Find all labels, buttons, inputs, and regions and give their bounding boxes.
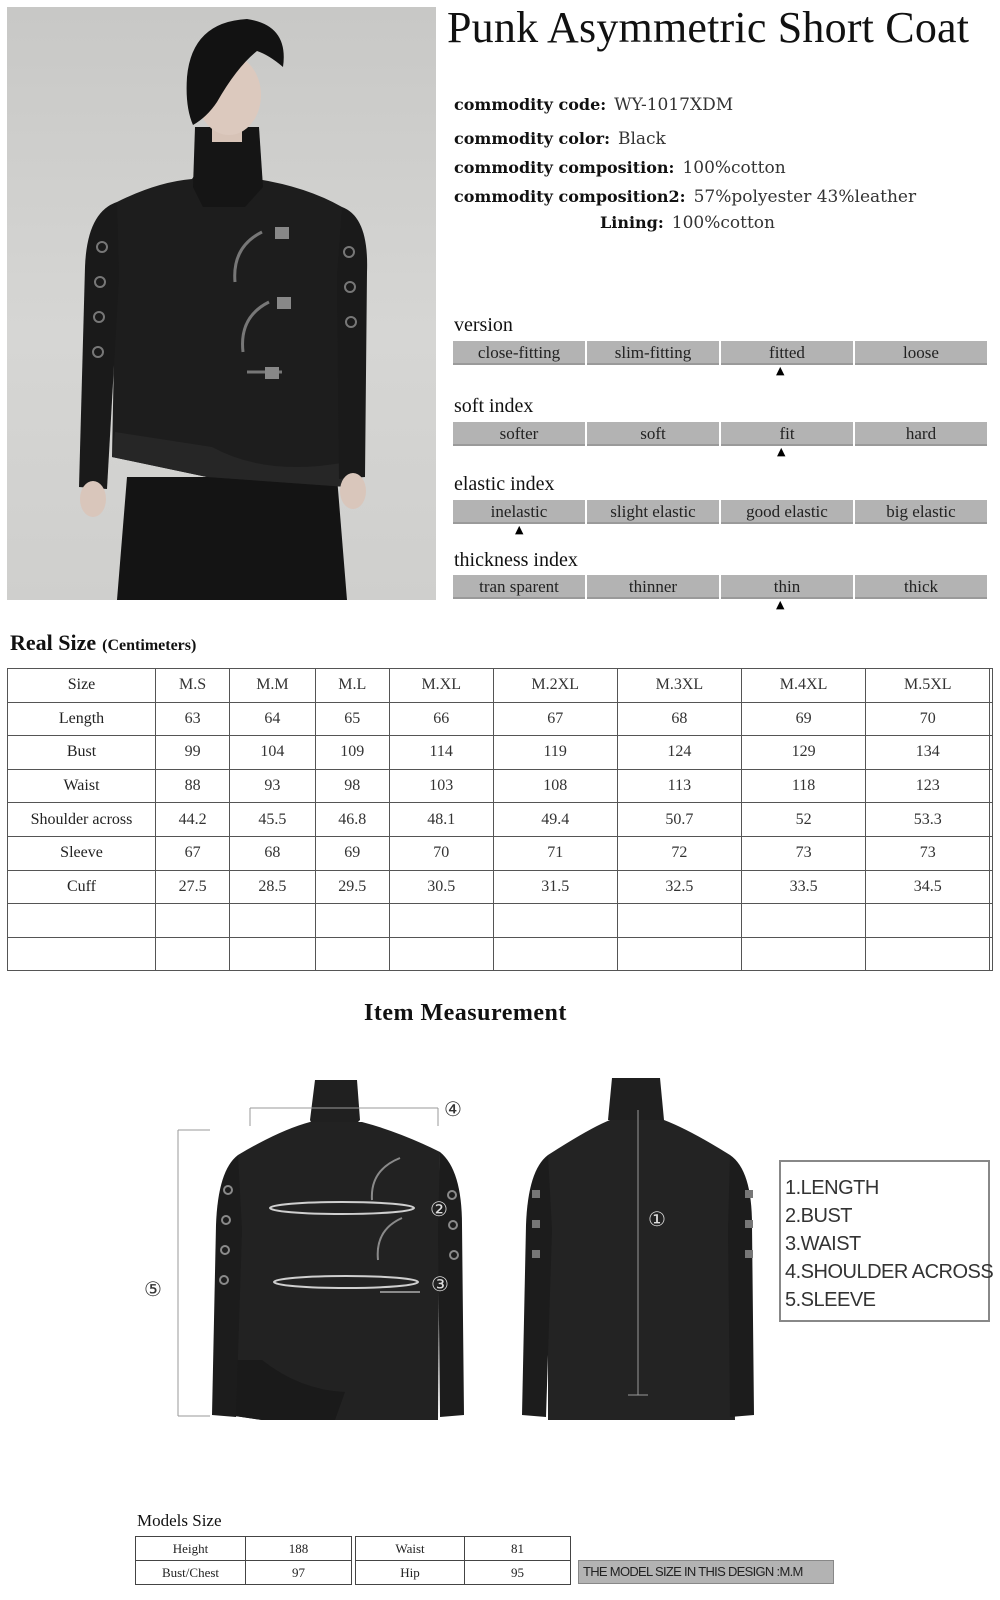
spec-commodity-composition2 [454,187,916,207]
real-size-heading [10,630,196,656]
elastic-index-scale [453,500,987,524]
table-cell: Bust/Chest [136,1561,246,1585]
legend-item: 1.LENGTH [785,1177,879,1199]
table-cell [230,904,316,938]
version-option: close-fitting [453,341,585,365]
table-row [136,1561,352,1585]
table-row [8,702,993,736]
size-table [7,668,993,971]
table-cell: 34.5 [866,870,990,904]
table-cell [315,904,389,938]
table-cell: 48.1 [389,803,493,837]
table-row [356,1537,571,1561]
table-cell: 70 [389,836,493,870]
measurement-legend [779,1160,994,1322]
table-cell [315,937,389,971]
soft-index-option: fit [721,422,853,446]
legend-item: 2.BUST [785,1205,853,1227]
table-cell [493,904,617,938]
models-size-title: Models Size [137,1511,222,1530]
table-cell: 68 [617,702,741,736]
table-cell: 70 [866,702,990,736]
table-cell [990,669,993,703]
spec-key: commodity code: [454,95,607,114]
table-cell: M.L [315,669,389,703]
table-cell [156,904,230,938]
table-row [8,803,993,837]
table-row [8,836,993,870]
model-wearing-coat-illustration [7,7,436,600]
version-scale [453,341,987,365]
table-cell [493,937,617,971]
table-cell: 129 [741,736,865,770]
table-cell: 30.5 [389,870,493,904]
version-selected-marker: ▲ [776,364,785,377]
table-cell [990,769,993,803]
legend-item: 3.WAIST [785,1233,861,1255]
spec-value: 100%cotton [671,213,775,233]
table-cell: M.5XL [866,669,990,703]
table-cell [617,937,741,971]
table-cell: 109 [315,736,389,770]
marker-shoulder-across: ④ [444,1097,462,1121]
table-cell [990,736,993,770]
table-cell: 45.5 [230,803,316,837]
table-cell [990,836,993,870]
table-cell [990,803,993,837]
version-option: fitted [721,341,853,365]
table-cell: 95 [465,1561,571,1585]
table-cell: Cuff [8,870,156,904]
table-cell: 66 [389,702,493,736]
table-cell: Height [136,1537,246,1561]
product-photo [7,7,436,600]
spec-key: Lining: [600,213,664,232]
table-cell: 68 [230,836,316,870]
table-cell: 44.2 [156,803,230,837]
table-cell [389,904,493,938]
table-cell: 52 [741,803,865,837]
table-cell: 118 [741,769,865,803]
table-cell: 103 [389,769,493,803]
item-measurement-title: Item Measurement [364,1000,567,1026]
elastic-index-option: inelastic [453,500,585,524]
soft-index-option: soft [587,422,719,446]
table-cell [866,937,990,971]
table-row [8,870,993,904]
table-cell: 67 [493,702,617,736]
spec-key: commodity composition2: [454,187,686,206]
soft-index-option: softer [453,422,585,446]
real-size-title: Real Size [10,630,97,655]
thickness-index-option: thin [721,575,853,599]
model-size-note: THE MODEL SIZE IN THIS DESIGN :M.M [578,1560,834,1584]
table-cell: 99 [156,736,230,770]
thickness-index-option: thinner [587,575,719,599]
table-cell: 73 [741,836,865,870]
thickness-index-selected-marker: ▲ [776,598,785,611]
thickness-index-option: thick [855,575,987,599]
table-cell: 29.5 [315,870,389,904]
table-cell [990,702,993,736]
soft-index-selected-marker: ▲ [777,445,786,458]
table-cell: 64 [230,702,316,736]
front-coat-illustration [212,1080,464,1420]
table-cell: 72 [617,836,741,870]
models-table-left [135,1536,352,1585]
version-option: loose [855,341,987,365]
spec-commodity-code [454,95,733,115]
table-cell: 73 [866,836,990,870]
table-cell: M.XL [389,669,493,703]
table-cell [990,870,993,904]
thickness-index-option: tran sparent [453,575,585,599]
table-cell: 53.3 [866,803,990,837]
soft-index-scale [453,422,987,446]
table-cell: 65 [315,702,389,736]
version-title: version [454,314,513,336]
table-cell: 49.4 [493,803,617,837]
models-table-right [355,1536,571,1585]
table-cell [8,937,156,971]
table-cell: Sleeve [8,836,156,870]
legend-item: 5.SLEEVE [785,1289,876,1311]
spec-lining [600,213,775,233]
table-cell: 33.5 [741,870,865,904]
spec-value: 100%cotton [682,158,786,178]
real-size-unit: (Centimeters) [102,637,197,654]
table-cell: 31.5 [493,870,617,904]
spec-commodity-color [454,129,666,149]
size-table-header-row [8,669,993,703]
table-cell [617,904,741,938]
table-cell: Size [8,669,156,703]
marker-sleeve: ⑤ [144,1277,162,1301]
spec-key: commodity composition: [454,158,675,177]
table-cell: 88 [156,769,230,803]
soft-index-title: soft index [454,395,534,417]
table-cell: 32.5 [617,870,741,904]
table-cell: 28.5 [230,870,316,904]
table-cell [741,904,865,938]
table-cell: M.4XL [741,669,865,703]
table-cell: 81 [465,1537,571,1561]
table-row [8,769,993,803]
table-cell: Waist [356,1537,465,1561]
table-cell: 123 [866,769,990,803]
table-cell [866,904,990,938]
table-cell: M.S [156,669,230,703]
table-cell: Shoulder across [8,803,156,837]
table-cell: 93 [230,769,316,803]
table-cell: 63 [156,702,230,736]
table-cell: 188 [246,1537,352,1561]
table-cell [230,937,316,971]
table-cell: M.M [230,669,316,703]
table-cell: M.2XL [493,669,617,703]
thickness-index-title: thickness index [454,549,578,571]
table-cell [8,904,156,938]
spec-commodity-composition [454,158,786,178]
table-cell: Length [8,702,156,736]
table-cell [990,937,993,971]
table-cell: M.3XL [617,669,741,703]
table-cell: 50.7 [617,803,741,837]
table-cell: 134 [866,736,990,770]
legend-item: 4.SHOULDER ACROSS [785,1261,994,1283]
soft-index-option: hard [855,422,987,446]
table-cell: 119 [493,736,617,770]
table-cell: 69 [315,836,389,870]
spec-value: 57%polyester 43%leather [693,187,917,207]
table-cell: 113 [617,769,741,803]
table-row [8,904,993,938]
table-cell: 104 [230,736,316,770]
table-row [8,736,993,770]
table-row [136,1537,352,1561]
spec-value: Black [617,129,666,149]
elastic-index-option: slight elastic [587,500,719,524]
version-option: slim-fitting [587,341,719,365]
table-cell: Waist [8,769,156,803]
table-cell: 46.8 [315,803,389,837]
elastic-index-option: big elastic [855,500,987,524]
elastic-index-option: good elastic [721,500,853,524]
table-cell: 124 [617,736,741,770]
table-cell: 98 [315,769,389,803]
table-cell [990,904,993,938]
marker-waist: ③ [431,1272,449,1296]
table-cell: 108 [493,769,617,803]
table-cell: Hip [356,1561,465,1585]
spec-key: commodity color: [454,129,610,148]
thickness-index-scale [453,575,987,599]
table-cell: 67 [156,836,230,870]
marker-bust: ② [430,1197,448,1221]
table-cell: 114 [389,736,493,770]
table-cell: Bust [8,736,156,770]
elastic-index-selected-marker: ▲ [515,523,524,536]
table-row [356,1561,571,1585]
table-row [8,937,993,971]
spec-value: WY-1017XDM [614,95,734,115]
table-cell: 71 [493,836,617,870]
marker-length: ① [648,1207,666,1231]
product-title: Punk Asymmetric Short Coat [447,3,970,52]
table-cell: 27.5 [156,870,230,904]
table-cell [156,937,230,971]
table-cell: 69 [741,702,865,736]
table-cell [741,937,865,971]
table-cell: 97 [246,1561,352,1585]
elastic-index-title: elastic index [454,473,555,495]
table-cell [389,937,493,971]
